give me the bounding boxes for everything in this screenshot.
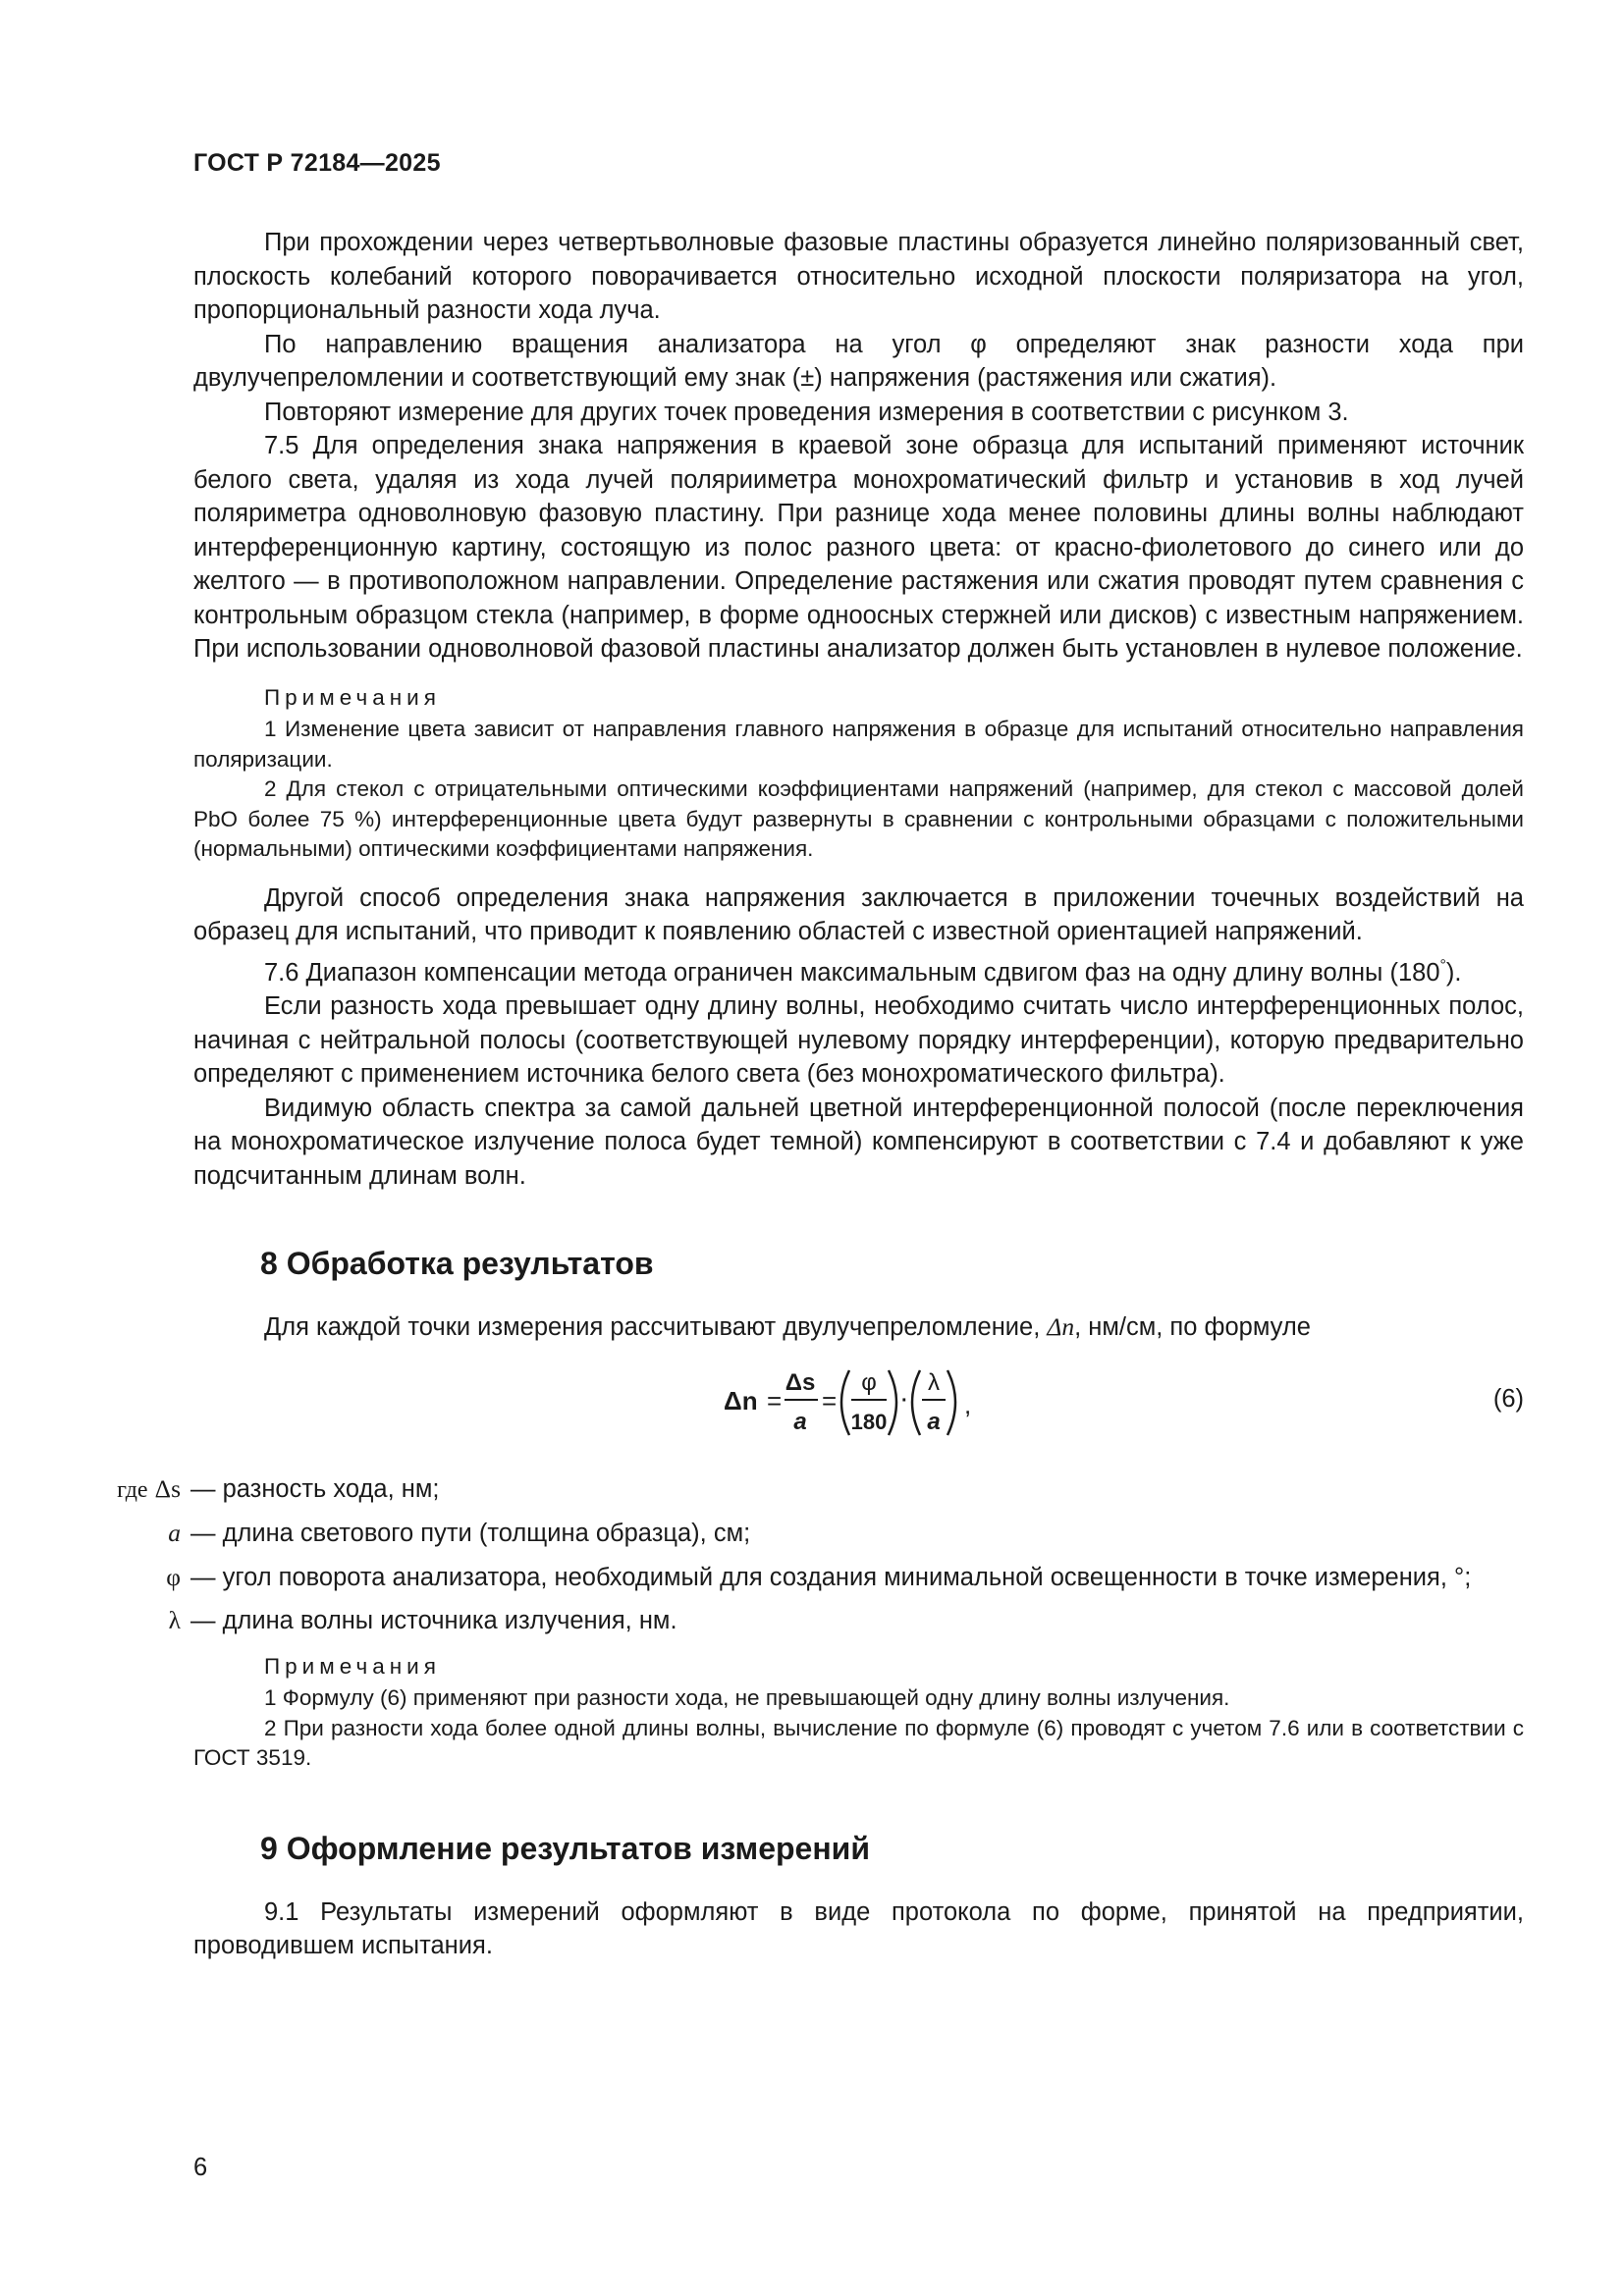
formula-lhs: Δn	[724, 1385, 758, 1415]
document-body	[117, 226, 1524, 1963]
formula-expression	[724, 1353, 979, 1451]
where-symbol	[0, 1561, 190, 1595]
notes-title: Примечания	[264, 684, 441, 710]
where-item	[0, 1517, 1524, 1551]
paragraph-9-1: 9.1 Результаты измерений оформляют в виде протокола по форме, принятой на предприятии, проводившем испытания.	[193, 1897, 1524, 1959]
formula-equals: =	[822, 1385, 838, 1415]
where-item	[0, 1604, 1524, 1638]
formula-den1: a	[793, 1408, 807, 1435]
formula-equals: =	[767, 1385, 783, 1415]
note-item: 1 Формулу (6) применяют при разности хода, не превышающей одну длину волны излучения.	[264, 1685, 1230, 1710]
paragraph: Видимую область спектра за самой дальней цветной интерференционной полосой (после переключения на монохроматическое излучение полоса будет темной) компенсируют в соответствии с 7.4 и добавляют к уже подсчитанным длинам волн.	[193, 1094, 1524, 1190]
left-paren	[912, 1370, 920, 1435]
where-text: — разность хода, нм;	[190, 1474, 440, 1503]
intro-text-end: , нм/см, по формуле	[1074, 1313, 1311, 1341]
right-paren	[889, 1370, 896, 1435]
paragraph: По направлению вращения анализатора на угол φ определяют знак разности хода при двулучепреломлении и соответствующий ему знак (±) напряжения (растяжения или сжатия).	[193, 330, 1524, 392]
paragraph: Если разность хода превышает одну длину волны, необходимо считать число интерференционных полос, начиная с нейтральной полосы (соответствующей нулевому порядку интерференции), которую предварительно определяют с применением источника белого света (без монохроматического фильтра).	[193, 992, 1524, 1088]
formula-den3: a	[927, 1408, 941, 1435]
where-text: — длина волны источника излучения, нм.	[190, 1607, 677, 1634]
where-symbol-text: λ	[168, 1606, 181, 1634]
note-item: 2 При разности хода более одной длины волны, вычисление по формуле (6) проводят с учетом 7.6 или в соответствии с ГОСТ 3519.	[193, 1715, 1524, 1770]
paragraph-7-6	[193, 949, 1524, 990]
paragraph: При прохождении через четвертьволновые фазовые пластины образуется линейно поляризованный свет, плоскость колебаний которого поворачивается относительно исходной плоскости поляризатора на угол, пропорциональный разности хода луча.	[193, 229, 1524, 324]
section-8-heading: 8 Обработка результатов	[260, 1246, 654, 1281]
formula-number: (6)	[1492, 1384, 1524, 1413]
page-number: 6	[193, 2154, 208, 2181]
document-header: ГОСТ Р 72184—2025	[193, 149, 441, 177]
where-symbol-text: Δs	[154, 1473, 181, 1503]
section-9-heading: 9 Оформление результатов измерений	[260, 1830, 870, 1866]
where-text: — угол поворота анализатора, необходимый для создания минимальной освещенности в точке измерения, °;	[190, 1563, 1472, 1591]
formula-dot: ·	[901, 1389, 908, 1412]
where-text: — длина светового пути (толщина образца), см;	[190, 1520, 751, 1547]
note-item: 1 Изменение цвета зависит от направления главного напряжения в образце для испытаний относительно направления поляризации.	[193, 717, 1524, 772]
where-prefix: где	[117, 1476, 148, 1503]
formula-num3: λ	[928, 1368, 940, 1396]
where-item	[0, 1561, 1524, 1595]
paragraph-text: 7.6 Диапазон компенсации метода ограничен максимальным сдвигом фаз на одну длину волны (180	[264, 958, 1440, 987]
formula-6	[193, 1353, 1524, 1451]
left-paren	[841, 1370, 849, 1435]
notes-block	[193, 683, 1524, 865]
paragraph-end: ).	[1445, 958, 1462, 987]
degree-sign: °	[1439, 956, 1446, 974]
where-symbol	[0, 1604, 190, 1638]
where-list	[0, 1472, 1524, 1638]
formula-comma: ,	[964, 1389, 972, 1419]
note-item: 2 Для стекол с отрицательными оптическими коэффициентами напряжений (например, для стекол с массовой долей PbO более 75 %) интерференционные цвета будут развернуты в сравнении с контрольными образцами с положительными (нормальными) оптическими коэффициентами напряжения.	[193, 776, 1524, 861]
paragraph-7-5: 7.5 Для определения знака напряжения в краевой зоне образца для испытаний применяют источник белого света, удаляя из хода лучей полярииметра монохроматический фильтр и установив в ход лучей поляриметра одноволновую фазовую пластину. При разнице хода менее половины длины волны наблюдают интерференционную картину, состоящую из полос разного цвета: от красно-фиолетового до синего или до желтого — в противоположном направлении. Определение растяжения или сжатия проводят путем сравнения с контрольным образцом стекла (например, в форме одноосных стержней или дисков) с известным напряжением. При использовании одноволновой фазовой пластины анализатор должен быть установлен в нулевое положение.	[193, 432, 1524, 663]
notes-title: Примечания	[264, 1653, 441, 1679]
notes-block	[193, 1652, 1524, 1774]
intro-symbol: Δn	[1047, 1312, 1075, 1341]
intro-text: Для каждой точки измерения рассчитывают двулучепреломление,	[264, 1313, 1048, 1341]
formula-num2: φ	[861, 1368, 877, 1396]
where-symbol	[0, 1472, 190, 1508]
where-symbol	[0, 1517, 190, 1551]
formula-den2: 180	[850, 1409, 888, 1434]
where-symbol-text: a	[168, 1519, 181, 1547]
where-symbol-text: φ	[166, 1562, 181, 1591]
paragraph: Другой способ определения знака напряжения заключается в приложении точечных воздействий на образец для испытаний, что приводит к появлению областей с известной ориентацией напряжений.	[193, 883, 1524, 945]
section-8-intro	[193, 1310, 1524, 1345]
right-paren	[947, 1370, 955, 1435]
formula-num1: Δs	[785, 1368, 816, 1396]
where-item	[0, 1472, 1524, 1508]
paragraph: Повторяют измерение для других точек проведения измерения в соответствии с рисунком 3.	[264, 398, 1349, 426]
